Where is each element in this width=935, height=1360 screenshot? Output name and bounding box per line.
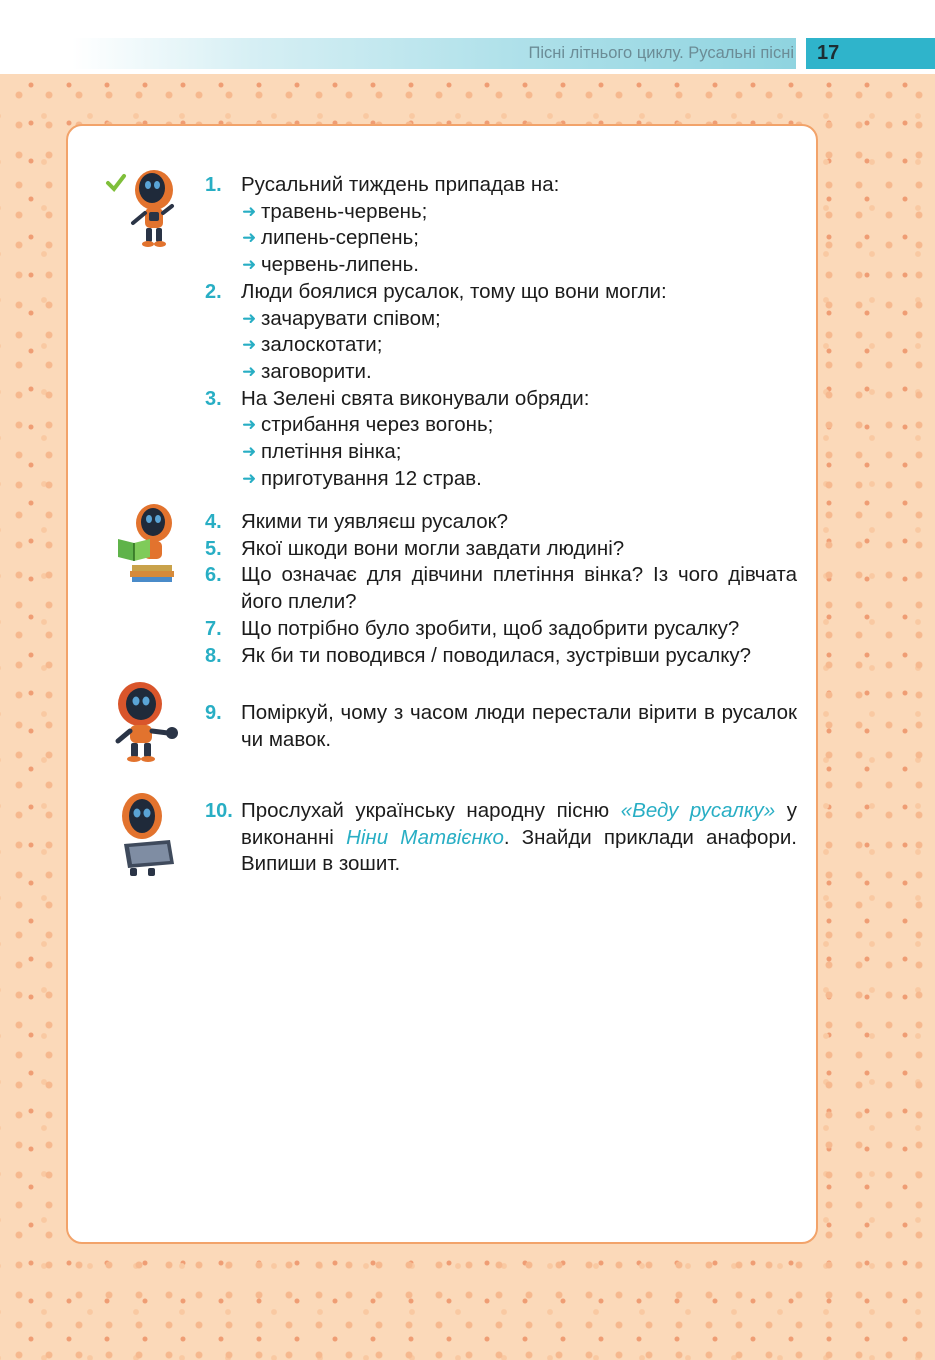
quiz-option [205,199,797,226]
question-text: Що потрібно було зробити, щоб задобрити русалку? [241,616,740,640]
question-number: 6. [205,564,222,587]
task-text: Поміркуй, чому з часом люди перестали вірити в русалок чи мавок. [241,701,797,751]
performer-name-link[interactable]: Ніни Матвієнко [346,825,504,849]
task-text-after: . Знайди приклади анафори. Випиши в зошит. [241,825,797,876]
discussion-question [205,643,797,670]
song-title-link[interactable]: «Веду русалку» [620,799,776,822]
question-text: Як би ти поводився / поводилася, зустрівши русалку? [241,643,752,667]
robot-with-checkmark-icon [104,168,180,248]
reflection-task [205,700,797,753]
question-number: 2. [205,280,222,303]
quiz-option [205,412,797,439]
section-title: Пісні літнього циклу. Русальні пісні [528,44,794,62]
question-text: Якої шкоди вони могли завдати людині? [241,536,625,560]
question-text: Русальний тиждень припадав на: [241,173,560,196]
arrow-right-icon: ➜ [242,201,257,221]
arrow-right-icon: ➜ [242,468,257,488]
question-number: 5. [205,537,222,560]
arrow-right-icon: ➜ [242,442,257,462]
arrow-right-icon: ➜ [242,335,257,355]
option-text: заговорити. [261,359,372,383]
option-text: зачарувати співом; [261,306,441,330]
question-number: 8. [205,644,222,667]
discussion-questions [205,509,797,669]
quiz-option [205,332,797,359]
question-number: 4. [205,511,222,533]
arrow-right-icon: ➜ [242,308,257,328]
task-number: 9. [205,702,222,724]
task-10 [205,798,797,878]
quiz-option [205,439,797,466]
question-text: Що означає для дівчини плетіння вінка? Із чого дівчата його плели? [241,563,797,614]
task-number: 10. [205,800,233,822]
question-text: Люди боялися русалок, тому що вони могли: [241,279,667,303]
arrow-right-icon: ➜ [242,255,257,275]
robot-reading-book-icon [112,503,182,583]
quiz-option [205,225,797,252]
question-number: 3. [205,387,222,410]
quiz-option [205,306,797,333]
question-text: Якими ти уявляєш русалок? [241,510,509,533]
page-number: 17 [817,42,840,64]
option-text: червень-липень. [261,253,419,277]
task-9 [205,700,797,753]
option-text: стрибання через вогонь; [261,413,494,437]
quiz-list [205,172,797,492]
arrow-right-icon: ➜ [242,361,257,381]
quiz-option [205,359,797,386]
task-text-before: Прослухай українську народну пісню [241,799,621,822]
discussion-question [205,562,797,615]
quiz-option [205,466,797,493]
option-text: травень-червень; [261,199,428,223]
option-text: липень-серпень; [261,226,419,250]
robot-with-tablet-icon [112,792,182,878]
page-number-box [806,38,935,69]
option-text: плетіння вінка; [261,440,402,464]
quiz-question [205,172,797,199]
listening-task [205,798,797,878]
quiz-question [205,386,797,413]
option-text: приготування 12 страв. [261,466,482,490]
header-bar [72,38,796,69]
question-text: На Зелені свята виконували обряди: [241,386,590,410]
quiz-option [205,252,797,279]
task-text-middle: у виконанні [241,799,798,849]
quiz-question [205,279,797,306]
option-text: залоскотати; [261,333,383,357]
question-number: 1. [205,174,222,196]
arrow-right-icon: ➜ [242,228,257,248]
robot-thinking-icon [106,681,182,763]
discussion-question [205,509,797,536]
arrow-right-icon: ➜ [242,415,257,435]
discussion-question [205,536,797,563]
question-number: 7. [205,617,222,640]
discussion-question [205,616,797,643]
